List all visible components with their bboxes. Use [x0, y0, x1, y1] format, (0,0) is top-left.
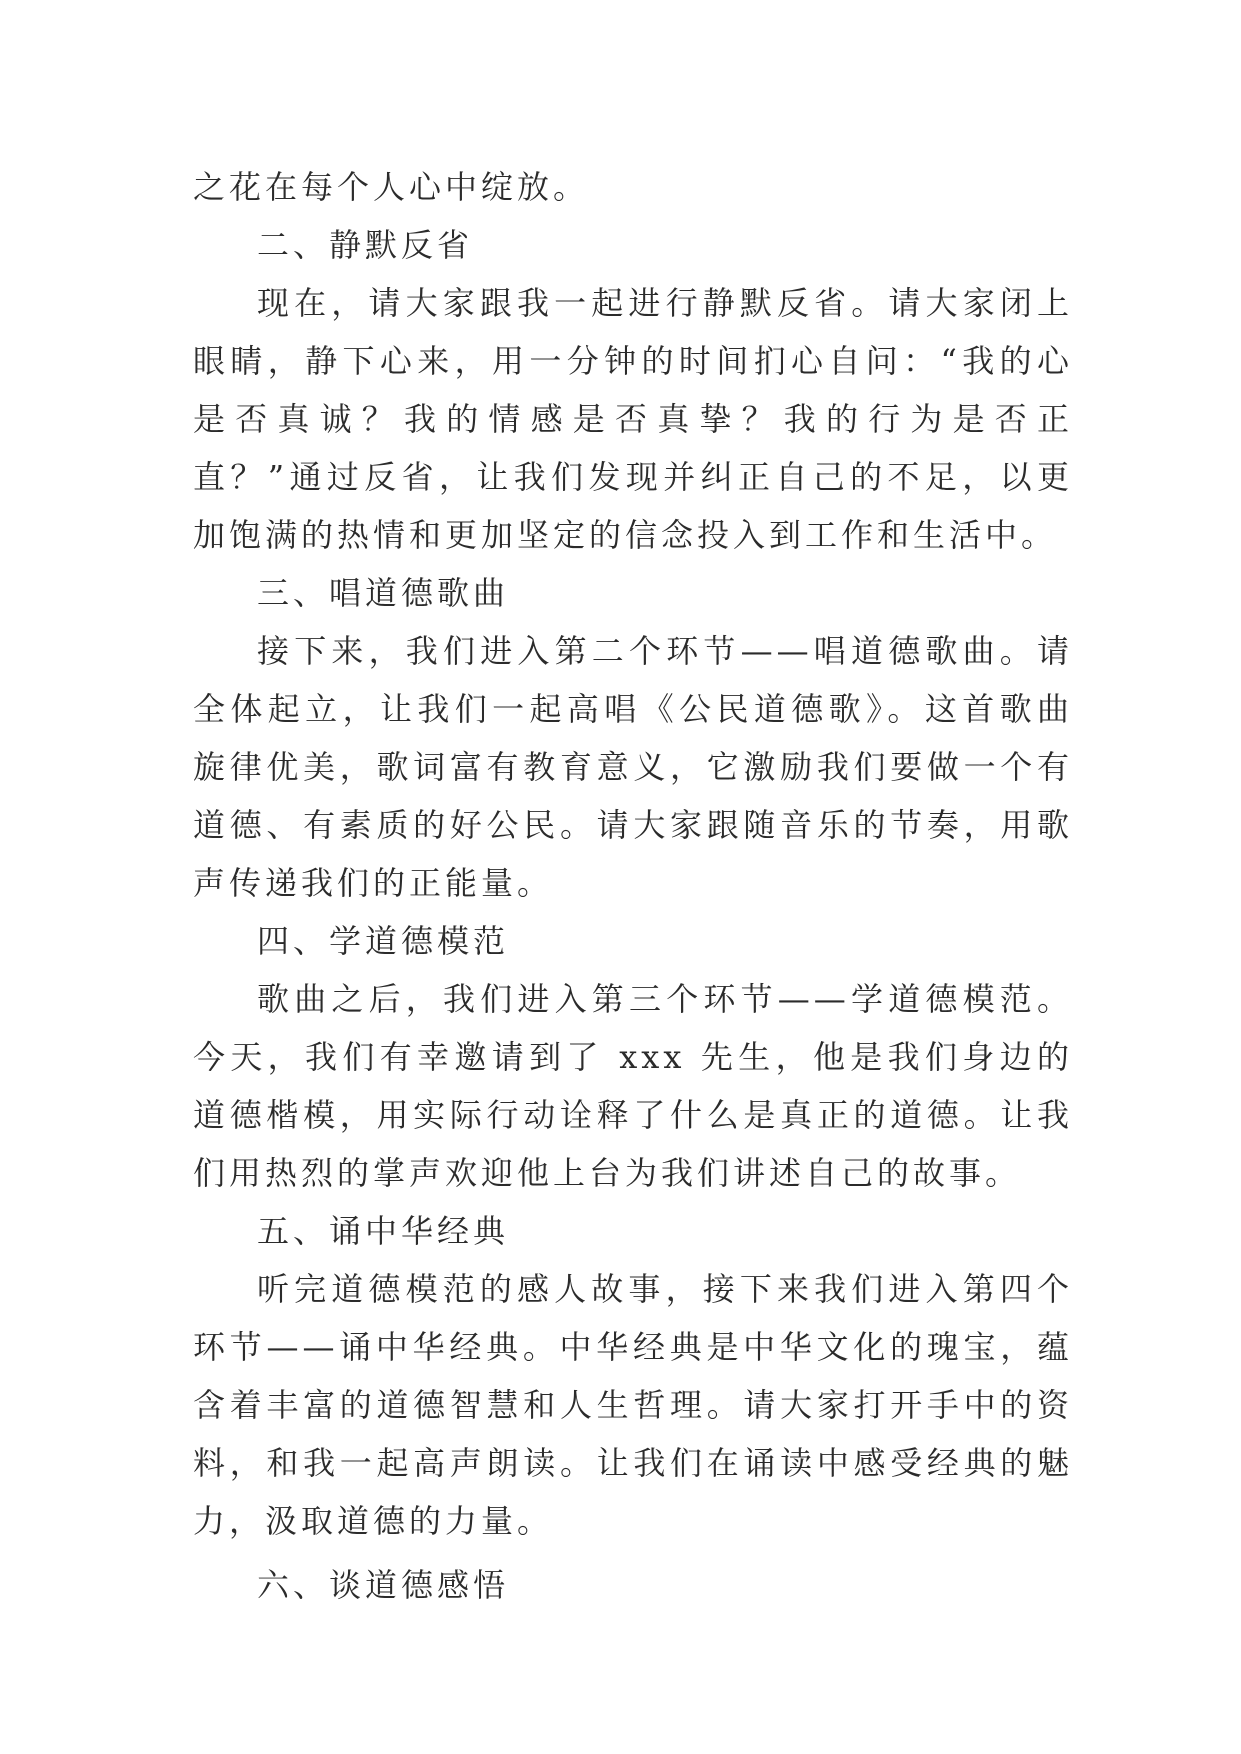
- section-heading-3: 三、唱道德歌曲: [257, 574, 510, 612]
- section-heading-6: 六、谈道德感悟: [257, 1566, 510, 1604]
- section-heading-5: 五、诵中华经典: [257, 1212, 510, 1250]
- section-heading-2: 二、静默反省: [257, 226, 474, 264]
- body-paragraph-reflection: 现在，请大家跟我一起进行静默反省。请大家闭上眼睛，静下心来，用一分钟的时间扪心自问：“我的心是否真诚？我的情感是否真挚？我的行为是否正直？”通过反省，让我们发现并纠正自己的不足，以更加饱满的热情和更加坚定的信念投入到工作和生活中。: [193, 284, 1073, 554]
- body-paragraph-model: 歌曲之后，我们进入第三个环节——学道德模范。今天，我们有幸邀请到了 xxx 先生，他是我们身边的道德楷模，用实际行动诠释了什么是真正的道德。让我们用热烈的掌声欢迎他上台为我们讲述自己的故事。: [193, 980, 1073, 1192]
- body-paragraph-classics: 听完道德模范的感人故事，接下来我们进入第四个环节——诵中华经典。中华经典是中华文化的瑰宝，蕴含着丰富的道德智慧和人生哲理。请大家打开手中的资料，和我一起高声朗读。让我们在诵读中感受经典的魅力，汲取道德的力量。: [193, 1270, 1073, 1540]
- body-paragraph-song: 接下来，我们进入第二个环节——唱道德歌曲。请全体起立，让我们一起高唱《公民道德歌》。这首歌曲旋律优美，歌词富有教育意义，它激励我们要做一个有道德、有素质的好公民。请大家跟随音乐的节奏，用歌声传递我们的正能量。: [193, 632, 1073, 902]
- continuation-paragraph: 之花在每个人心中绽放。: [193, 168, 590, 206]
- section-heading-4: 四、学道德模范: [257, 922, 510, 960]
- document-body: [193, 158, 1073, 1614]
